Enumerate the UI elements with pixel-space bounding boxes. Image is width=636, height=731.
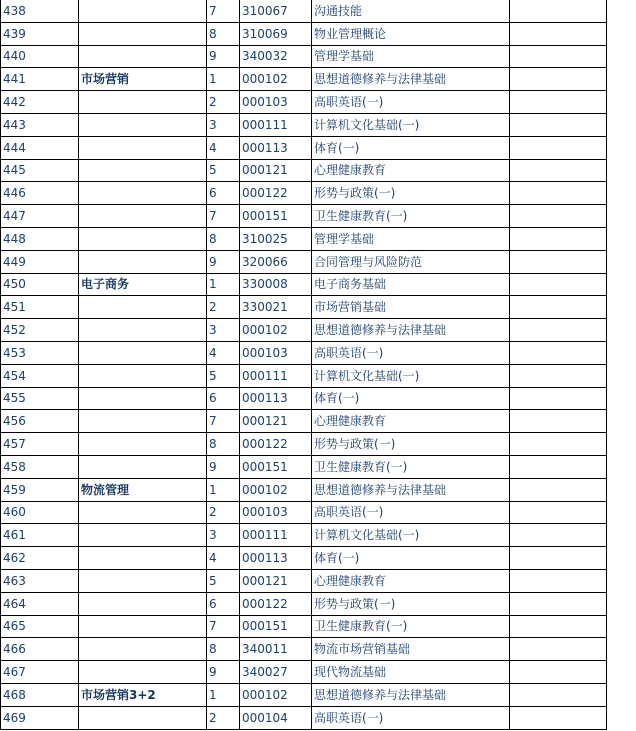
table-row — [1, 250, 607, 273]
course-sequence-cell: 6 — [207, 182, 240, 205]
course-sequence-cell: 9 — [207, 661, 240, 684]
major-name-cell — [79, 524, 207, 547]
table-row — [1, 319, 607, 342]
course-sequence-cell: 7 — [207, 205, 240, 228]
major-name-cell — [79, 615, 207, 638]
row-number-cell: 456 — [1, 410, 79, 433]
course-name-cell: 高职英语(一) — [312, 501, 510, 524]
course-name-cell: 合同管理与风险防范 — [312, 250, 510, 273]
major-name-cell — [79, 113, 207, 136]
empty-cell — [510, 364, 607, 387]
major-name-cell: 市场营销 — [79, 68, 207, 91]
major-name-cell — [79, 547, 207, 570]
major-name-cell — [79, 136, 207, 159]
major-name-cell — [79, 592, 207, 615]
course-sequence-cell: 4 — [207, 136, 240, 159]
course-code-cell: 340032 — [240, 45, 312, 68]
major-name-cell — [79, 569, 207, 592]
course-code-cell: 000122 — [240, 182, 312, 205]
table-row — [1, 364, 607, 387]
course-sequence-cell: 1 — [207, 683, 240, 706]
course-name-cell: 思想道德修养与法律基础 — [312, 319, 510, 342]
course-sequence-cell: 6 — [207, 592, 240, 615]
major-name-cell: 物流管理 — [79, 478, 207, 501]
course-code-cell: 000151 — [240, 615, 312, 638]
course-sequence-cell: 5 — [207, 569, 240, 592]
course-name-cell: 高职英语(一) — [312, 341, 510, 364]
table-row — [1, 478, 607, 501]
major-name-cell — [79, 159, 207, 182]
course-name-cell: 卫生健康教育(一) — [312, 615, 510, 638]
table-row — [1, 569, 607, 592]
empty-cell — [510, 159, 607, 182]
row-number-cell: 469 — [1, 706, 79, 729]
course-name-cell: 物流市场营销基础 — [312, 638, 510, 661]
course-name-cell: 思想道德修养与法律基础 — [312, 68, 510, 91]
empty-cell — [510, 501, 607, 524]
course-name-cell: 体育(一) — [312, 387, 510, 410]
course-sequence-cell: 8 — [207, 227, 240, 250]
course-name-cell: 形势与政策(一) — [312, 592, 510, 615]
empty-cell — [510, 341, 607, 364]
empty-cell — [510, 136, 607, 159]
major-name-cell — [79, 638, 207, 661]
row-number-cell: 448 — [1, 227, 79, 250]
table-row — [1, 524, 607, 547]
course-code-cell: 000103 — [240, 91, 312, 114]
table-row — [1, 592, 607, 615]
course-sequence-cell: 2 — [207, 91, 240, 114]
course-code-cell: 330021 — [240, 296, 312, 319]
row-number-cell: 451 — [1, 296, 79, 319]
table-row — [1, 0, 607, 22]
course-name-cell: 形势与政策(一) — [312, 182, 510, 205]
row-number-cell: 458 — [1, 455, 79, 478]
course-sequence-cell: 3 — [207, 524, 240, 547]
course-code-cell: 000151 — [240, 455, 312, 478]
course-sequence-cell: 3 — [207, 319, 240, 342]
course-code-cell: 320066 — [240, 250, 312, 273]
course-code-cell: 000122 — [240, 592, 312, 615]
row-number-cell: 445 — [1, 159, 79, 182]
course-table-body — [1, 0, 607, 729]
course-name-cell: 体育(一) — [312, 547, 510, 570]
course-name-cell: 心理健康教育 — [312, 159, 510, 182]
course-name-cell: 卫生健康教育(一) — [312, 455, 510, 478]
major-name-cell — [79, 250, 207, 273]
row-number-cell: 455 — [1, 387, 79, 410]
row-number-cell: 442 — [1, 91, 79, 114]
empty-cell — [510, 683, 607, 706]
table-row — [1, 205, 607, 228]
course-sequence-cell: 1 — [207, 478, 240, 501]
table-row — [1, 615, 607, 638]
table-row — [1, 638, 607, 661]
row-number-cell: 453 — [1, 341, 79, 364]
table-row — [1, 547, 607, 570]
empty-cell — [510, 250, 607, 273]
row-number-cell: 466 — [1, 638, 79, 661]
course-code-cell: 000121 — [240, 569, 312, 592]
empty-cell — [510, 547, 607, 570]
course-name-cell: 高职英语(一) — [312, 706, 510, 729]
table-row — [1, 45, 607, 68]
table-row — [1, 501, 607, 524]
row-number-cell: 461 — [1, 524, 79, 547]
empty-cell — [510, 0, 607, 22]
course-code-cell: 000113 — [240, 387, 312, 410]
table-row — [1, 91, 607, 114]
empty-cell — [510, 615, 607, 638]
table-row — [1, 433, 607, 456]
major-name-cell — [79, 501, 207, 524]
empty-cell — [510, 319, 607, 342]
major-name-cell — [79, 319, 207, 342]
course-name-cell: 心理健康教育 — [312, 569, 510, 592]
empty-cell — [510, 478, 607, 501]
table-row — [1, 113, 607, 136]
course-code-cell: 000111 — [240, 364, 312, 387]
course-code-cell: 310067 — [240, 0, 312, 22]
course-name-cell: 沟通技能 — [312, 0, 510, 22]
table-row — [1, 159, 607, 182]
empty-cell — [510, 592, 607, 615]
empty-cell — [510, 205, 607, 228]
course-code-cell: 000102 — [240, 683, 312, 706]
course-code-cell: 000113 — [240, 547, 312, 570]
course-name-cell: 思想道德修养与法律基础 — [312, 683, 510, 706]
row-number-cell: 443 — [1, 113, 79, 136]
course-sequence-cell: 9 — [207, 250, 240, 273]
course-code-cell: 000104 — [240, 706, 312, 729]
course-code-cell: 340011 — [240, 638, 312, 661]
course-code-cell: 000121 — [240, 159, 312, 182]
course-sequence-cell: 7 — [207, 615, 240, 638]
empty-cell — [510, 227, 607, 250]
course-name-cell: 卫生健康教育(一) — [312, 205, 510, 228]
course-name-cell: 物业管理概论 — [312, 22, 510, 45]
course-sequence-cell: 5 — [207, 159, 240, 182]
course-code-cell: 000121 — [240, 410, 312, 433]
course-sequence-cell: 2 — [207, 706, 240, 729]
row-number-cell: 459 — [1, 478, 79, 501]
course-sequence-cell: 6 — [207, 387, 240, 410]
empty-cell — [510, 113, 607, 136]
course-sequence-cell: 3 — [207, 113, 240, 136]
course-code-cell: 000102 — [240, 319, 312, 342]
row-number-cell: 463 — [1, 569, 79, 592]
course-code-cell: 000103 — [240, 501, 312, 524]
empty-cell — [510, 569, 607, 592]
empty-cell — [510, 22, 607, 45]
course-code-cell: 340027 — [240, 661, 312, 684]
course-name-cell: 心理健康教育 — [312, 410, 510, 433]
row-number-cell: 457 — [1, 433, 79, 456]
major-name-cell — [79, 296, 207, 319]
empty-cell — [510, 45, 607, 68]
row-number-cell: 441 — [1, 68, 79, 91]
row-number-cell: 467 — [1, 661, 79, 684]
course-name-cell: 管理学基础 — [312, 45, 510, 68]
table-row — [1, 136, 607, 159]
table-row — [1, 683, 607, 706]
major-name-cell — [79, 364, 207, 387]
row-number-cell: 468 — [1, 683, 79, 706]
course-name-cell: 高职英语(一) — [312, 91, 510, 114]
major-name-cell — [79, 22, 207, 45]
table-row — [1, 455, 607, 478]
major-name-cell — [79, 433, 207, 456]
major-name-cell — [79, 91, 207, 114]
course-sequence-cell: 4 — [207, 547, 240, 570]
empty-cell — [510, 68, 607, 91]
course-code-cell: 310069 — [240, 22, 312, 45]
course-name-cell: 体育(一) — [312, 136, 510, 159]
row-number-cell: 460 — [1, 501, 79, 524]
major-name-cell — [79, 387, 207, 410]
row-number-cell: 446 — [1, 182, 79, 205]
table-row — [1, 273, 607, 296]
course-sequence-cell: 5 — [207, 364, 240, 387]
course-sequence-cell: 9 — [207, 45, 240, 68]
course-sequence-cell: 2 — [207, 501, 240, 524]
major-name-cell — [79, 0, 207, 22]
major-name-cell: 市场营销3+2 — [79, 683, 207, 706]
course-code-cell: 000102 — [240, 478, 312, 501]
course-name-cell: 形势与政策(一) — [312, 433, 510, 456]
table-row — [1, 68, 607, 91]
empty-cell — [510, 706, 607, 729]
course-name-cell: 电子商务基础 — [312, 273, 510, 296]
major-name-cell — [79, 455, 207, 478]
course-code-cell: 000111 — [240, 524, 312, 547]
empty-cell — [510, 524, 607, 547]
course-sequence-cell: 8 — [207, 638, 240, 661]
empty-cell — [510, 273, 607, 296]
table-row — [1, 387, 607, 410]
course-code-cell: 000103 — [240, 341, 312, 364]
empty-cell — [510, 638, 607, 661]
course-sequence-cell: 4 — [207, 341, 240, 364]
course-name-cell: 计算机文化基础(一) — [312, 364, 510, 387]
major-name-cell — [79, 706, 207, 729]
table-row — [1, 706, 607, 729]
major-name-cell — [79, 182, 207, 205]
major-name-cell — [79, 227, 207, 250]
course-sequence-cell: 7 — [207, 0, 240, 22]
row-number-cell: 439 — [1, 22, 79, 45]
table-row — [1, 296, 607, 319]
table-row — [1, 227, 607, 250]
empty-cell — [510, 387, 607, 410]
row-number-cell: 444 — [1, 136, 79, 159]
course-code-cell: 000113 — [240, 136, 312, 159]
empty-cell — [510, 182, 607, 205]
row-number-cell: 447 — [1, 205, 79, 228]
course-name-cell: 管理学基础 — [312, 227, 510, 250]
course-name-cell: 计算机文化基础(一) — [312, 524, 510, 547]
course-sequence-cell: 7 — [207, 410, 240, 433]
major-name-cell — [79, 341, 207, 364]
table-row — [1, 182, 607, 205]
table-row — [1, 410, 607, 433]
table-row — [1, 22, 607, 45]
row-number-cell: 438 — [1, 0, 79, 22]
course-sequence-cell: 9 — [207, 455, 240, 478]
row-number-cell: 452 — [1, 319, 79, 342]
major-name-cell — [79, 410, 207, 433]
course-code-cell: 000111 — [240, 113, 312, 136]
course-sequence-cell: 2 — [207, 296, 240, 319]
course-name-cell: 思想道德修养与法律基础 — [312, 478, 510, 501]
empty-cell — [510, 661, 607, 684]
course-sequence-cell: 1 — [207, 273, 240, 296]
course-sequence-cell: 1 — [207, 68, 240, 91]
course-name-cell: 计算机文化基础(一) — [312, 113, 510, 136]
empty-cell — [510, 91, 607, 114]
course-name-cell: 市场营销基础 — [312, 296, 510, 319]
major-name-cell: 电子商务 — [79, 273, 207, 296]
course-sequence-cell: 8 — [207, 433, 240, 456]
course-name-cell: 现代物流基础 — [312, 661, 510, 684]
empty-cell — [510, 455, 607, 478]
course-code-cell: 000102 — [240, 68, 312, 91]
row-number-cell: 465 — [1, 615, 79, 638]
row-number-cell: 450 — [1, 273, 79, 296]
empty-cell — [510, 433, 607, 456]
empty-cell — [510, 296, 607, 319]
row-number-cell: 462 — [1, 547, 79, 570]
row-number-cell: 449 — [1, 250, 79, 273]
table-row — [1, 341, 607, 364]
course-code-cell: 330008 — [240, 273, 312, 296]
course-code-cell: 000122 — [240, 433, 312, 456]
course-sequence-cell: 8 — [207, 22, 240, 45]
course-code-cell: 310025 — [240, 227, 312, 250]
row-number-cell: 440 — [1, 45, 79, 68]
row-number-cell: 454 — [1, 364, 79, 387]
course-code-cell: 000151 — [240, 205, 312, 228]
row-number-cell: 464 — [1, 592, 79, 615]
major-name-cell — [79, 45, 207, 68]
major-name-cell — [79, 205, 207, 228]
empty-cell — [510, 410, 607, 433]
table-row — [1, 661, 607, 684]
major-name-cell — [79, 661, 207, 684]
